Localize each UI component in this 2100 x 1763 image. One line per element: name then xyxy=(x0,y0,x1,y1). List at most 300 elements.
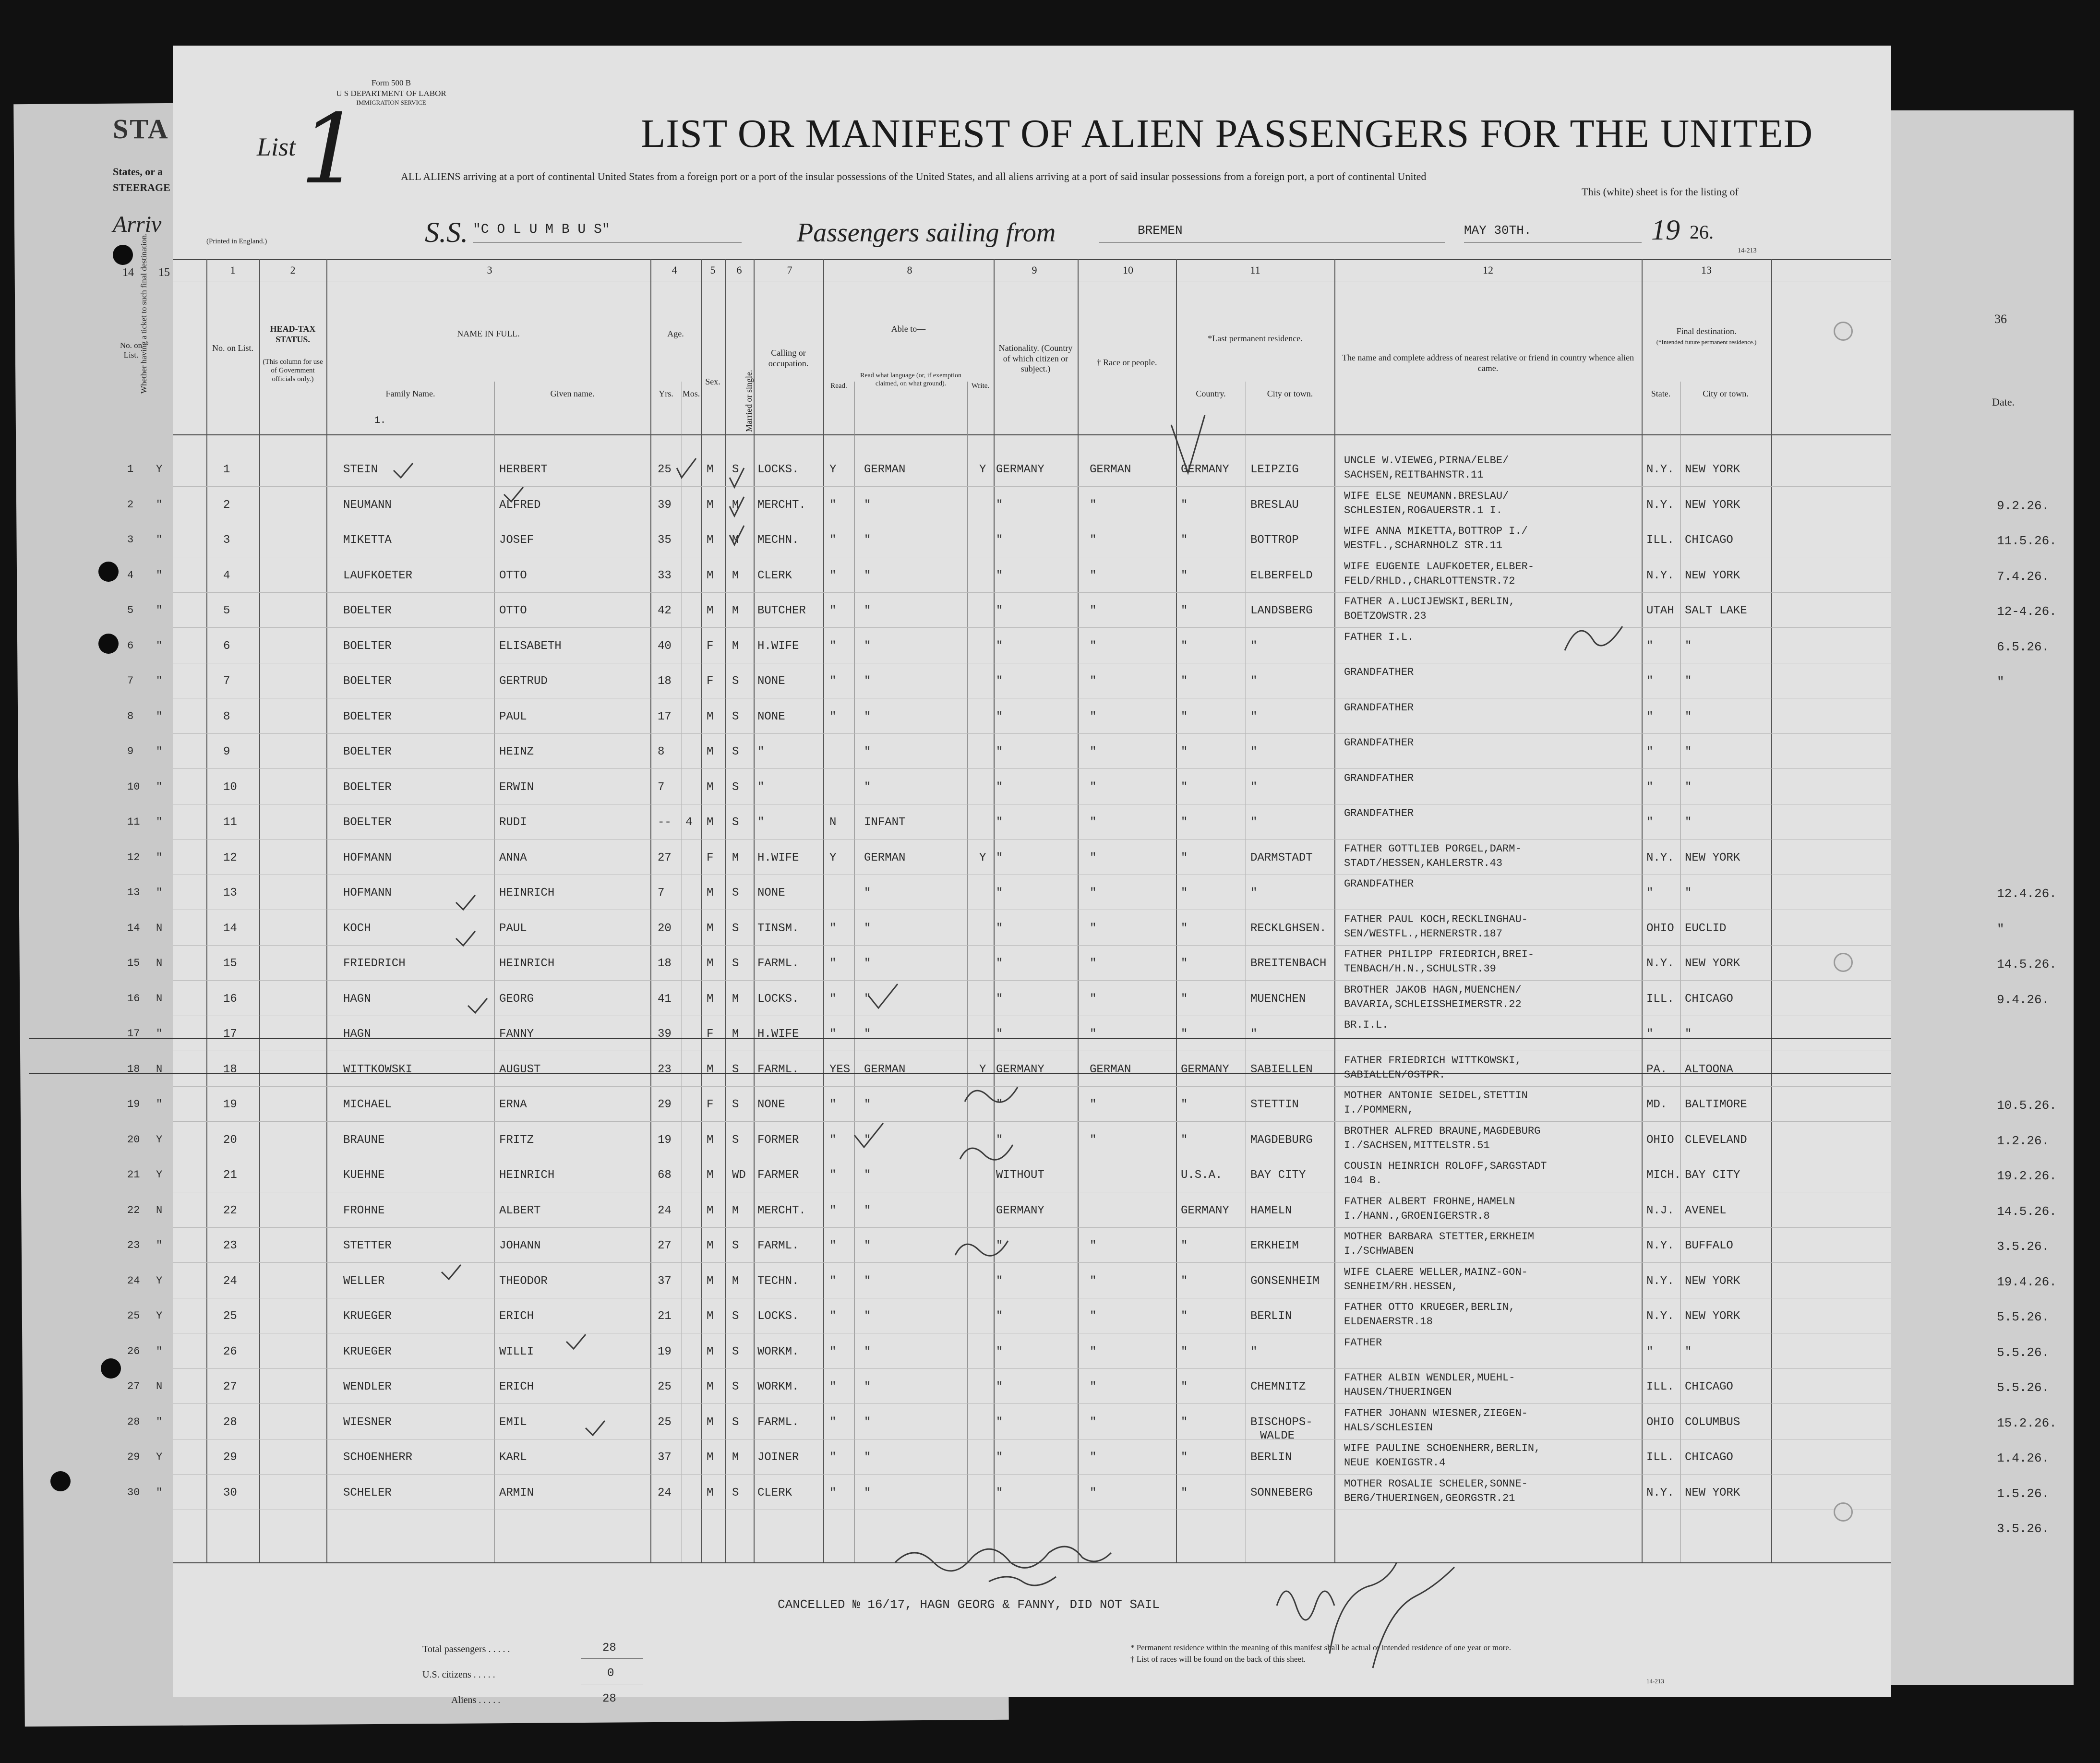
cell-given: ELISABETH xyxy=(499,639,562,653)
cell-nat: " xyxy=(996,1098,1003,1111)
cell-yrs: 8 xyxy=(658,745,665,758)
cell-yrs: 23 xyxy=(658,1063,672,1076)
cell-relative-line: BR.I.L. xyxy=(1344,1019,1389,1031)
cell-family: LAUFKOETER xyxy=(343,569,413,582)
cell-nat: " xyxy=(996,816,1003,829)
cell-sex: M xyxy=(707,1133,714,1147)
year-suffix: 26. xyxy=(1690,221,1714,243)
head-calling: Calling or occupation. xyxy=(768,348,809,368)
cell-dest: NEW YORK xyxy=(1685,851,1740,864)
cell-dest: " xyxy=(1685,1028,1692,1041)
cell-dest: " xyxy=(1685,639,1692,653)
under-sheet-entry: 9 xyxy=(127,745,134,757)
cell-family: BOELTER xyxy=(343,604,392,617)
cell-country: " xyxy=(1181,1133,1188,1147)
cell-no: 24 xyxy=(223,1274,237,1288)
cell-read: " xyxy=(829,675,837,688)
cell-family: MIKETTA xyxy=(343,534,392,547)
cell-family: BOELTER xyxy=(343,639,392,653)
under-sheet-ticket: Y xyxy=(156,1451,163,1463)
cell-state: N.Y. xyxy=(1646,463,1674,476)
cell-dest: " xyxy=(1685,887,1692,899)
cell-no: 4 xyxy=(223,569,230,582)
head-given-name: Given name. xyxy=(550,389,595,398)
cell-race: " xyxy=(1090,710,1097,723)
cell-race: " xyxy=(1090,534,1097,547)
cell-lang: " xyxy=(864,604,871,617)
cell-sex: M xyxy=(707,1486,714,1499)
cell-city: LEIPZIG xyxy=(1250,463,1299,476)
list-number: 1 xyxy=(300,94,361,205)
under-sheet-date: 9.2.26. xyxy=(1997,498,2050,513)
cell-family: MICHAEL xyxy=(343,1098,392,1111)
cell-sex: M xyxy=(707,463,714,476)
cell-no: 14 xyxy=(223,922,237,935)
cell-dest: " xyxy=(1685,710,1692,723)
cell-dest: BUFFALO xyxy=(1685,1239,1733,1252)
cell-country: " xyxy=(1181,604,1188,617)
binder-hole xyxy=(98,634,119,654)
cell-race: " xyxy=(1090,675,1097,688)
cell-country: " xyxy=(1181,534,1188,547)
cell-lang: " xyxy=(864,534,871,547)
under-sheet-entry: 2 xyxy=(127,498,134,511)
cell-given: FANNY xyxy=(499,1028,534,1041)
cell-country: U.S.A. xyxy=(1181,1169,1223,1182)
cell-relative-line: ELDENAERSTR.18 xyxy=(1344,1316,1433,1328)
cell-calling: JOINER xyxy=(757,1451,799,1464)
cell-read: " xyxy=(829,922,837,935)
scribble xyxy=(960,1145,1013,1160)
cell-city: " xyxy=(1250,780,1258,794)
cell-lang: " xyxy=(864,1133,871,1147)
cell-country: " xyxy=(1181,745,1188,758)
under-sheet-ticket: " xyxy=(156,639,163,652)
cell-given: RUDI xyxy=(499,816,527,829)
cell-ms: S xyxy=(732,1415,739,1429)
cell-given: ERICH xyxy=(499,1310,534,1323)
under-sheet-entry: 4 xyxy=(127,569,134,581)
cell-given: ALFRED xyxy=(499,498,541,512)
cell-family: BOELTER xyxy=(343,675,392,688)
cell-race: " xyxy=(1090,957,1097,970)
cell-relative-line: BAVARIA,SCHLEISSHEIMERSTR.22 xyxy=(1344,998,1522,1010)
under-sheet-entry: 17 xyxy=(127,1028,140,1040)
cell-race: " xyxy=(1090,1310,1097,1323)
under-sheet-date: 14.5.26. xyxy=(1997,957,2057,971)
cell-state: N.Y. xyxy=(1646,569,1674,582)
cell-given: OTTO xyxy=(499,604,527,617)
cell-yrs: 27 xyxy=(658,851,672,864)
cell-read: YES xyxy=(829,1063,851,1076)
head-sex: Sex. xyxy=(705,377,720,386)
cell-calling: H.WIFE xyxy=(757,1028,799,1041)
cell-city: " xyxy=(1250,816,1258,829)
under-sheet-ticket: " xyxy=(156,745,163,757)
cell-family: HOFMANN xyxy=(343,887,392,899)
cell-city: SABIELLEN xyxy=(1250,1063,1313,1076)
cell-race: GERMAN xyxy=(1090,463,1131,476)
cell-given: HEINRICH xyxy=(499,1169,555,1182)
cell-lang: " xyxy=(864,1310,871,1323)
cell-yrs: 21 xyxy=(658,1310,672,1323)
under-sheet-date: 1.4.26. xyxy=(1997,1451,2050,1465)
col-number: 10 xyxy=(1123,264,1133,276)
cell-country: " xyxy=(1181,569,1188,582)
col-number: 8 xyxy=(907,264,912,276)
cell-nat: GERMANY xyxy=(996,463,1044,476)
cell-read: " xyxy=(829,1169,837,1182)
cell-city: " xyxy=(1250,745,1258,758)
head-read: Read. xyxy=(830,382,847,390)
cell-lang: " xyxy=(864,675,871,688)
cell-read: " xyxy=(829,992,837,1006)
cell-calling: MERCHT. xyxy=(757,1204,806,1217)
under-sheet-date: 11.5.26. xyxy=(1997,534,2057,548)
cell-read: " xyxy=(829,1451,837,1464)
under-sheet-entry: 8 xyxy=(127,710,134,722)
cell-country: " xyxy=(1181,1486,1188,1499)
cell-relative-line: FATHER I.L. xyxy=(1344,631,1414,643)
cell-family: BOELTER xyxy=(343,816,392,829)
cell-calling: " xyxy=(757,780,765,794)
cell-relative-line: GRANDFATHER xyxy=(1344,807,1414,819)
cell-country: " xyxy=(1181,675,1188,688)
cell-calling: FARML. xyxy=(757,1415,799,1429)
cell-state: " xyxy=(1646,816,1654,829)
head-age: Age. xyxy=(667,329,684,338)
cell-calling: LOCKS. xyxy=(757,463,799,476)
cell-no: 30 xyxy=(223,1486,237,1499)
cell-dest: CHICAGO xyxy=(1685,1451,1733,1464)
check-mark xyxy=(456,931,475,946)
cell-nat: " xyxy=(996,851,1003,864)
cell-yrs: 24 xyxy=(658,1204,672,1217)
cell-yrs: 39 xyxy=(658,1028,672,1041)
cell-lang: " xyxy=(864,1098,871,1111)
cell-family: FROHNE xyxy=(343,1204,385,1217)
cell-family: KRUEGER xyxy=(343,1345,392,1358)
cell-calling: TINSM. xyxy=(757,922,799,935)
cell-relative-line: GRANDFATHER xyxy=(1344,878,1414,890)
cell-yrs: 42 xyxy=(658,604,672,617)
cell-yrs: 25 xyxy=(658,463,672,476)
cell-no: 3 xyxy=(223,534,230,547)
cell-relative-line: FATHER GOTTLIEB PORGEL,DARM- xyxy=(1344,842,1522,855)
cell-family: STEIN xyxy=(343,463,378,476)
under-sheet-entry: 27 xyxy=(127,1380,140,1392)
cell-lang: " xyxy=(864,1028,871,1041)
cell-read: N xyxy=(829,816,837,829)
cell-nat: " xyxy=(996,1239,1003,1252)
cell-no: 8 xyxy=(223,710,230,723)
head-race: † Race or people. xyxy=(1096,358,1157,367)
cell-family: WIESNER xyxy=(343,1415,392,1429)
binder-hole xyxy=(113,245,133,265)
cell-race: " xyxy=(1090,1345,1097,1358)
cell-relative-line: BROTHER JAKOB HAGN,MUENCHEN/ xyxy=(1344,983,1522,996)
cell-city: MUENCHEN xyxy=(1250,992,1306,1006)
cell-ms: WD xyxy=(732,1169,746,1182)
cell-relative-line: HAUSEN/THUERINGEN xyxy=(1344,1386,1452,1398)
cell-yrs: 29 xyxy=(658,1098,672,1111)
col-number: 2 xyxy=(290,264,296,276)
cell-relative-line: TENBACH/H.N.,SCHULSTR.39 xyxy=(1344,963,1496,975)
head-no-on-list: No. on List. xyxy=(212,343,253,353)
cell-relative-line: BROTHER ALFRED BRAUNE,MAGDEBURG xyxy=(1344,1125,1541,1137)
cell-ms: M xyxy=(732,1274,739,1288)
cell-race: " xyxy=(1090,1415,1097,1429)
cell-relative-line: SENHEIM/RH.HESSEN, xyxy=(1344,1280,1458,1293)
cell-country: " xyxy=(1181,1415,1188,1429)
cell-sex: M xyxy=(707,569,714,582)
total-passengers: 28 xyxy=(602,1642,616,1655)
scribble xyxy=(965,1087,1018,1102)
cell-dest: SALT LAKE xyxy=(1685,604,1747,617)
cell-city: CHEMNITZ xyxy=(1250,1380,1306,1393)
cell-yrs: 7 xyxy=(658,780,665,794)
head-final-destination: Final destination. xyxy=(1676,326,1737,336)
cell-relative-line: FATHER PAUL KOCH,RECKLINGHAU- xyxy=(1344,913,1528,925)
cell-state: " xyxy=(1646,710,1654,723)
head-head-tax-note: (This column for use of Government officials only.) xyxy=(263,358,323,383)
cell-state: MD. xyxy=(1646,1098,1668,1111)
cell-given: KARL xyxy=(499,1451,527,1464)
cell-state: PA. xyxy=(1646,1063,1668,1076)
cell-dest: COLUMBUS xyxy=(1685,1415,1740,1429)
list-label: List xyxy=(257,132,296,161)
under-sheet-entry: 28 xyxy=(127,1415,140,1428)
cell-dest: " xyxy=(1685,816,1692,829)
cell-relative-line: HALS/SCHLESIEN xyxy=(1344,1421,1433,1434)
cell-given: HERBERT xyxy=(499,463,548,476)
cell-dest: " xyxy=(1685,780,1692,794)
cell-dest: NEW YORK xyxy=(1685,569,1740,582)
head-country: Country. xyxy=(1196,389,1226,398)
manifest-subtitle2: This (white) sheet is for the listing of xyxy=(1582,186,1739,198)
cell-city: " xyxy=(1250,1028,1258,1041)
cell-given: HEINZ xyxy=(499,745,534,758)
cell-city: " xyxy=(1250,639,1258,653)
under-sheet-ticket: Y xyxy=(156,1133,163,1146)
cell-ms: S xyxy=(732,745,739,758)
cell-relative-line: WIFE ELSE NEUMANN.BRESLAU/ xyxy=(1344,490,1509,502)
cell-yrs: 35 xyxy=(658,534,672,547)
cell-race: " xyxy=(1090,922,1097,935)
scribble xyxy=(989,1577,1056,1585)
cell-nat: " xyxy=(996,639,1003,653)
form-number: Form 500 B xyxy=(371,78,411,87)
cell-relative-line: BERG/THUERINGEN,GEORGSTR.21 xyxy=(1344,1492,1515,1504)
cell-read: " xyxy=(829,1028,837,1041)
form-code: 14-213 xyxy=(1738,247,1757,254)
cell-nat: " xyxy=(996,534,1003,547)
cell-country: " xyxy=(1181,851,1188,864)
cell-no: 1 xyxy=(223,463,230,476)
cell-dest: " xyxy=(1685,675,1692,688)
cell-dest: NEW YORK xyxy=(1685,957,1740,970)
form-service: IMMIGRATION SERVICE xyxy=(356,99,426,106)
under-sheet-ticket: " xyxy=(156,534,163,546)
cell-nat: " xyxy=(996,710,1003,723)
cell-yrs: 17 xyxy=(658,710,672,723)
col-number: 3 xyxy=(487,264,492,276)
cell-read: Y xyxy=(829,463,837,476)
cell-sex: M xyxy=(707,992,714,1006)
binder-hole xyxy=(101,1358,121,1379)
cell-relative-line: COUSIN HEINRICH ROLOFF,SARGSTADT xyxy=(1344,1160,1547,1172)
under-sheet-entry: 16 xyxy=(127,992,140,1005)
cell-lang: " xyxy=(864,498,871,512)
cell-no: 7 xyxy=(223,675,230,688)
cell-family: SCHOENHERR xyxy=(343,1451,413,1464)
cell-country: " xyxy=(1181,887,1188,899)
cell-race: " xyxy=(1090,604,1097,617)
cell-given: WILLI xyxy=(499,1345,534,1358)
cell-relative-line: FATHER ALBERT FROHNE,HAMELN xyxy=(1344,1195,1515,1208)
cell-race: " xyxy=(1090,780,1097,794)
cell-given: HEINRICH xyxy=(499,957,555,970)
cell-country: " xyxy=(1181,816,1188,829)
cell-read: " xyxy=(829,1098,837,1111)
under-sheet-entry: 1 xyxy=(127,463,134,475)
cell-country: " xyxy=(1181,992,1188,1006)
under-sheet-entry: 13 xyxy=(127,887,140,899)
cell-sex: M xyxy=(707,780,714,794)
under-sheet-ticket: " xyxy=(156,1345,163,1357)
check-mark xyxy=(730,526,744,545)
total-passengers-label: Total passengers . . . . . xyxy=(422,1644,510,1655)
cell-yrs: 68 xyxy=(658,1169,672,1182)
cell-relative-line: FATHER FRIEDRICH WITTKOWSKI, xyxy=(1344,1054,1522,1067)
cell-sex: M xyxy=(707,1310,714,1323)
cell-lang: " xyxy=(864,780,871,794)
cell-calling: MECHN. xyxy=(757,534,799,547)
cell-sex: M xyxy=(707,498,714,512)
check-mark xyxy=(869,984,898,1008)
cell-city: HAMELN xyxy=(1250,1204,1292,1217)
cell-race: " xyxy=(1090,1028,1097,1041)
binder-hole xyxy=(98,562,119,582)
under-sheet-ticket: " xyxy=(156,1486,163,1499)
cell-race: GERMAN xyxy=(1090,1063,1131,1076)
cell-given: FRITZ xyxy=(499,1133,534,1147)
cell-dest: CHICAGO xyxy=(1685,992,1733,1006)
cell-nat: " xyxy=(996,992,1003,1006)
cell-state: ILL. xyxy=(1646,1380,1674,1393)
cell-ms: M xyxy=(732,639,739,653)
cell-sex: M xyxy=(707,1380,714,1393)
cell-yrs: 7 xyxy=(658,887,665,899)
cell-read: " xyxy=(829,1204,837,1217)
cell-relative-line: NEUE KOENIGSTR.4 xyxy=(1344,1457,1446,1469)
cell-state: N.Y. xyxy=(1646,1239,1674,1252)
cell-lang: " xyxy=(864,1415,871,1429)
printed-note: (Printed in England.) xyxy=(206,238,267,245)
cell-state: ILL. xyxy=(1646,992,1674,1006)
cell-given: PAUL xyxy=(499,710,527,723)
under-sheet-ticket: " xyxy=(156,887,163,899)
cell-no: 22 xyxy=(223,1204,237,1217)
cell-country: " xyxy=(1181,710,1188,723)
cell-no: 20 xyxy=(223,1133,237,1147)
cell-sex: M xyxy=(707,1204,714,1217)
cell-city: " xyxy=(1250,675,1258,688)
cell-family: SCHELER xyxy=(343,1486,392,1499)
cell-country: GERMANY xyxy=(1181,1063,1229,1076)
under-title: STA xyxy=(113,113,169,144)
head-head-tax: HEAD-TAX STATUS. xyxy=(270,324,316,344)
cell-read: " xyxy=(829,957,837,970)
cell-sex: M xyxy=(707,1063,714,1076)
under-sheet-entry: 5 xyxy=(127,604,134,616)
cell-no: 5 xyxy=(223,604,230,617)
cell-relative-line: FATHER PHILIPP FRIEDRICH,BREI- xyxy=(1344,948,1535,960)
check-mark xyxy=(394,463,413,478)
check-mark xyxy=(677,458,696,478)
cell-nat: " xyxy=(996,745,1003,758)
under-right-col: 36 xyxy=(1994,312,2007,326)
head-yrs: Yrs. xyxy=(659,389,673,398)
cell-dest: " xyxy=(1685,745,1692,758)
aliens-label: Aliens . . . . . xyxy=(451,1695,501,1705)
cell-relative-line: FATHER A.LUCIJEWSKI,BERLIN, xyxy=(1344,596,1515,608)
cell-family: WENDLER xyxy=(343,1380,392,1393)
cell-city: BRESLAU xyxy=(1250,498,1299,512)
cell-country: " xyxy=(1181,1310,1188,1323)
cell-lang: " xyxy=(864,745,871,758)
cell-calling: FORMER xyxy=(757,1133,799,1147)
cell-calling: MERCHT. xyxy=(757,498,806,512)
cell-calling: FARML. xyxy=(757,1239,799,1252)
head-married: Married or single. xyxy=(744,370,754,432)
cell-calling: LOCKS. xyxy=(757,992,799,1006)
cell-relative-line: FATHER JOHANN WIESNER,ZIEGEN- xyxy=(1344,1407,1528,1419)
col-number: 1 xyxy=(230,264,236,276)
cell-ms: S xyxy=(732,675,739,688)
col-number: 7 xyxy=(787,264,792,276)
cell-lang: GERMAN xyxy=(864,463,906,476)
check-mark xyxy=(730,497,744,516)
cell-city: ELBERFELD xyxy=(1250,569,1313,582)
cell-family: KOCH xyxy=(343,922,371,935)
cell-relative-line: WESTFL.,SCHARNHOLZ STR.11 xyxy=(1344,540,1503,552)
cell-nat: " xyxy=(996,1345,1003,1358)
form-department: U S DEPARTMENT OF LABOR xyxy=(336,89,446,98)
cell-sex: M xyxy=(707,887,714,899)
cell-calling: NONE xyxy=(757,1098,785,1111)
head-final-note: (*Intended future permanent residence.) xyxy=(1656,338,1757,346)
cell-family: BOELTER xyxy=(343,745,392,758)
under-sheet-entry: 26 xyxy=(127,1345,140,1357)
cell-yrs: 20 xyxy=(658,922,672,935)
under-sheet-ticket: " xyxy=(156,604,163,616)
cell-given: JOHANN xyxy=(499,1239,541,1252)
cell-sex: M xyxy=(707,1451,714,1464)
cell-no: 6 xyxy=(223,639,230,653)
cell-ms: M xyxy=(732,604,739,617)
cell-calling: NONE xyxy=(757,887,785,899)
cell-country: " xyxy=(1181,639,1188,653)
cell-relative-line: WIFE ANNA MIKETTA,BOTTROP I./ xyxy=(1344,525,1528,537)
cell-read: Y xyxy=(829,851,837,864)
under-sheet-date: 19.2.26. xyxy=(1997,1169,2057,1183)
family-number-one: 1. xyxy=(374,415,386,426)
under-line2: STEERAGE xyxy=(113,181,170,193)
cell-ms: M xyxy=(732,851,739,864)
cell-dest: EUCLID xyxy=(1685,922,1727,935)
cell-race: " xyxy=(1090,1098,1097,1111)
